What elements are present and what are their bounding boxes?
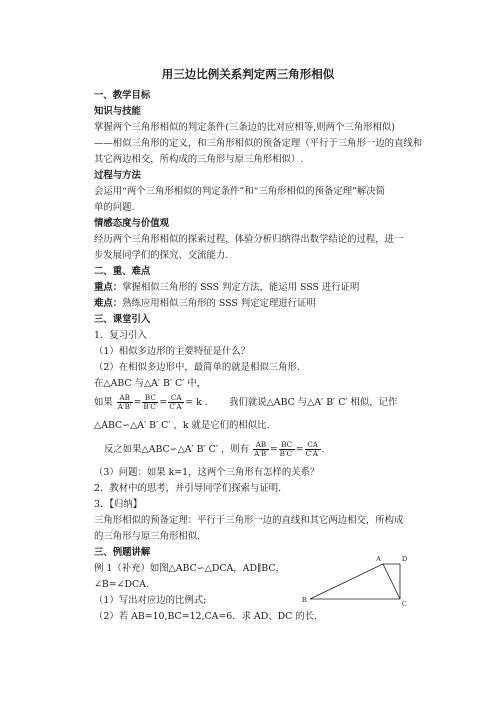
section-heading-key-points: 二、重、难点 (94, 266, 151, 277)
ratio-definition-line: 如果 $\frac{AB}{A'B'}$ = $\frac{BC}{B'C'}$ = $\frac{CA}{C'A'}$ = k ． 我们就说△ABC 与△A′ B′ C′ 相似，记作 (94, 393, 398, 411)
vertex-label-a: A (376, 555, 382, 563)
ratio-bc: $\frac{BC}{B'C'}$ (143, 393, 158, 411)
ratio-equals-k: = k ． (185, 397, 215, 408)
intro-item-2: 2．教材中的思考，并引导同学们探索与证明. (94, 483, 282, 494)
converse-line: 反之如果△ABC∽△A′ B′ C′ ，则有 $\frac{AB}{A'B'}$ = $\frac{BC}{B'C'}$ = $\frac{CA}{C'A'}$ . (104, 440, 325, 458)
summary-line-1: 三角形相似的预备定理：平行于三角形一边的直线和其它两边相交，所构成 (94, 515, 404, 526)
if-label: 如果 (94, 397, 113, 408)
converse-ratio-ca: $\frac{CA}{C'A'}$ (305, 440, 320, 458)
example-1-line-2: ∠B=∠DCA. (94, 579, 149, 590)
question-1: （1）相似多边形的主要特征是什么？ (94, 346, 250, 357)
vertex-label-d: D (402, 555, 408, 563)
knowledge-line-2: ——相似三角形的定义，和三角形相似的预备定理（平行于三角形一边的直线和 (94, 138, 423, 149)
knowledge-line-1: 掌握两个三角形相似的判定条件(三条边的比对应相等,则两个三角形相似) (94, 122, 395, 133)
converse-ratio-bc: $\frac{BC}{B'C'}$ (279, 440, 294, 458)
segment-ab (310, 564, 383, 599)
example-1-question-2: （2）若 AB=10,BC=12,CA=6．求 AD、DC 的长. (94, 611, 318, 622)
attitude-line-2: 步发展同学们的探究、交流能力. (94, 250, 229, 261)
converse-text: 反之如果△ABC∽△A′ B′ C′ ，则有 (104, 444, 250, 455)
question-2: （2）在相似多边形中，最简单的就是相似三角形. (94, 362, 300, 373)
subheading-process: 过程与方法 (94, 170, 141, 181)
vertex-label-b: B (302, 596, 307, 604)
similarity-notation-line: △ABC∽△A′ B′ C′ ，k 就是它们的相似比. (94, 420, 270, 431)
key-point-text: 掌握相似三角形的 SSS 判定方法，能运用 SSS 进行证明 (122, 282, 360, 293)
segment-ac (383, 564, 400, 599)
section-heading-objectives: 一、教学目标 (94, 90, 151, 101)
key-point-line (94, 281, 359, 294)
difficulty-line (94, 297, 316, 310)
triangle-figure (300, 550, 420, 610)
page-title: 用三边比例关系判定两三角形相似 (161, 67, 335, 81)
subheading-attitude: 情感态度与价值观 (94, 218, 170, 229)
example-1-question-1: （1）写出对应边的比例式; (94, 595, 207, 606)
key-point-label: 重点： (94, 282, 123, 293)
difficulty-text: 熟练应用相似三角形的 SSS 判定定理进行证明 (122, 298, 316, 309)
summary-line-2: 的三角形与原三角形相似. (94, 531, 201, 542)
intro-item-1: 1．复习引入 (94, 330, 147, 341)
process-line-1: 会运用“两个三角形相似的判定条件”和“三角形相似的预备定理”解决简 (94, 186, 386, 197)
converse-ratio-ab: $\frac{AB}{A'B'}$ (254, 440, 268, 458)
vertex-label-c: C (402, 600, 407, 608)
knowledge-line-3: 其它两边相交，所构成的三角形与原三角形相似）. (94, 154, 304, 165)
example-1-line-1: 例 1（补充）如图△ABC∽△DCA，AD∥BC， (94, 563, 285, 574)
section-heading-examples: 三、例题讲解 (94, 547, 151, 558)
similarity-statement: 我们就说△ABC 与△A′ B′ C′ 相似，记作 (229, 397, 398, 408)
difficulty-label: 难点： (94, 298, 123, 309)
attitude-line-1: 经历两个三角形相似的探索过程，体验分析归纳得出数学结论的过程，进一 (94, 234, 404, 245)
section-heading-intro: 三、课堂引入 (94, 314, 151, 325)
triangle-intro-line: 在△ABC 与△A′ B′ C′ 中， (94, 378, 207, 389)
subheading-knowledge: 知识与技能 (94, 106, 141, 117)
process-line-2: 单的问题. (94, 202, 135, 213)
intro-item-3: 3．【归纳】 (94, 499, 143, 510)
ratio-ab: $\frac{AB}{A'B'}$ (117, 393, 132, 411)
question-3: （3）问题：如果 k=1，这两个三角形有怎样的关系？ (94, 467, 320, 478)
ratio-ca: $\frac{CA}{C'A'}$ (169, 393, 184, 411)
